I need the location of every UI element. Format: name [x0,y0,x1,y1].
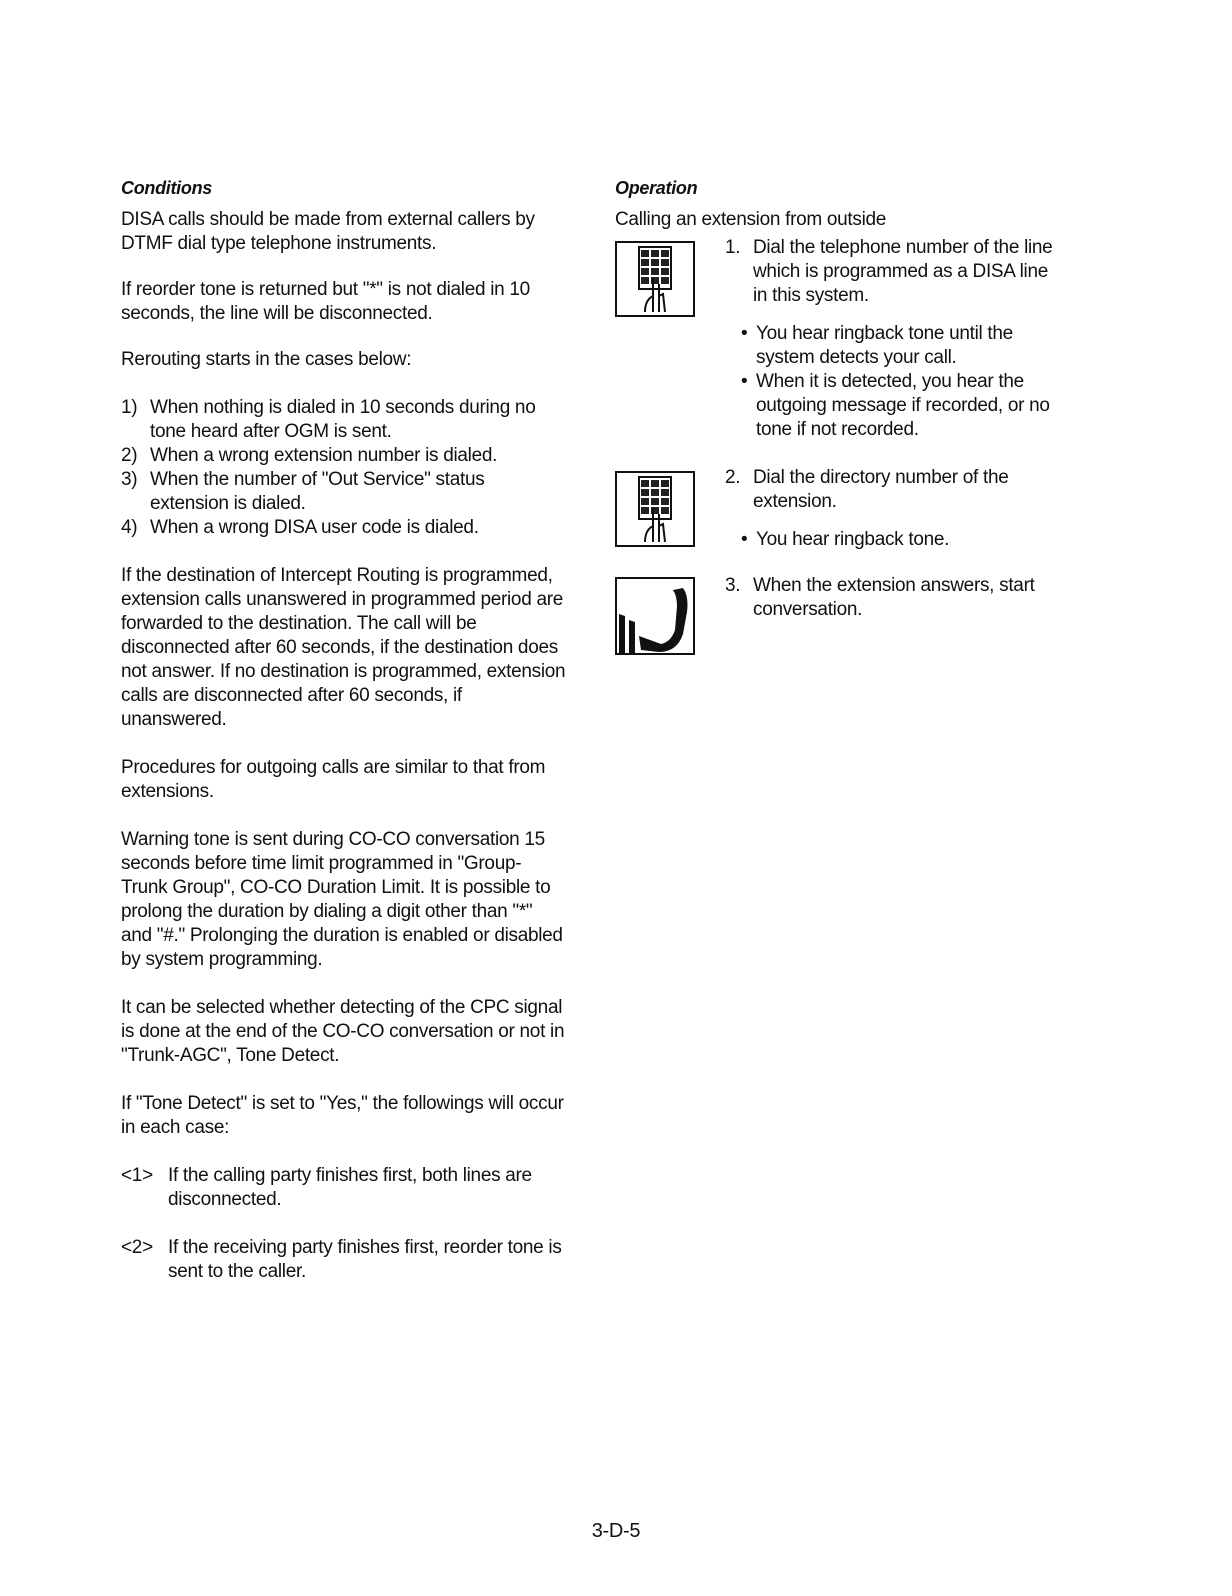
rerouting-list [121,396,566,540]
paragraph-tone-detect: If "Tone Detect" is set to "Yes," the followings will occur in each case: [121,1093,564,1138]
step-text: When the extension answers, start conversation. [753,575,1035,620]
step-2 [615,466,1055,552]
list-item-number: 3) [121,469,138,490]
page-number: 3-D-5 [591,1520,641,1542]
list-item [121,516,566,540]
paragraph-intercept-routing: If the destination of Intercept Routing is programmed, extension calls unanswered in programmed period are forwarded to the destination. The call will be disconnected after 60 seconds, if the destination does not answer. If no destination is programmed, extension calls are disconnected after 60 seconds, if unanswered. [121,565,566,730]
list-item-number: 2) [121,445,138,466]
step-number: 3. [725,575,741,596]
step-text: Dial the telephone number of the line which is programmed as a DISA line in this system. [753,237,1053,306]
keypad-icon [615,238,695,318]
list-item-text: When nothing is dialed in 10 seconds during no tone heard after OGM is sent. [150,397,536,442]
operation-column [615,176,1055,656]
note-item: • You hear ringback tone until the system detects your call. [741,322,1055,370]
paragraph-dtmf: DISA calls should be made from external callers by DTMF dial type telephone instruments. [121,209,535,254]
list-item [121,444,566,468]
step-number: 1. [725,237,741,258]
conditions-heading: Conditions [121,178,212,198]
list-item-text: When a wrong extension number is dialed. [150,445,498,466]
conditions-column [121,176,566,1284]
paragraph-warning-tone: Warning tone is sent during CO-CO conversation 15 seconds before time limit programmed in "Group-Trunk Group", CO-CO Duration Limit. It is possible to prolong the duration by dialing a digit other than "*" and "#." Prolonging the duration is enabled or disabled by system programming. [121,829,563,970]
operation-heading: Operation [615,178,698,198]
step-number: 2. [725,467,741,488]
step-3 [615,574,1055,656]
step-notes [741,528,1055,552]
note-text: You hear ringback tone. [756,529,950,550]
case-item [121,1164,566,1212]
note-item: • When it is detected, you hear the outgoing message if recorded, or no tone if not recorded. [741,370,1055,442]
case-text: If the receiving party finishes first, reorder tone is sent to the caller. [168,1237,562,1282]
case-text: If the calling party finishes first, both lines are disconnected. [168,1165,532,1210]
paragraph-outgoing-calls: Procedures for outgoing calls are similar to that from extensions. [121,757,546,802]
keypad-icon [615,468,695,548]
paragraph-rerouting-intro: Rerouting starts in the cases below: [121,349,412,370]
list-item [121,468,566,516]
list-item-text: When the number of "Out Service" status extension is dialed. [150,469,485,514]
list-item-text: When a wrong DISA user code is dialed. [150,517,479,538]
case-number: <2> [121,1237,153,1258]
note-text: You hear ringback tone until the system detects your call. [756,323,1013,368]
case-number: <1> [121,1165,153,1186]
paragraph-cpc-signal: It can be selected whether detecting of the CPC signal is done at the end of the CO-CO conversation or not in "Trunk-AGC", Tone Detect. [121,997,565,1066]
note-item: • You hear ringback tone. [741,529,950,550]
case-item [121,1236,566,1284]
step-1 [615,236,1055,442]
note-text: When it is detected, you hear the outgoing message if recorded, or no tone if not recorded. [756,371,1050,440]
paragraph-reorder-tone: If reorder tone is returned but "*" is not dialed in 10 seconds, the line will be disconnected. [121,279,530,324]
operation-subheading: Calling an extension from outside [615,209,887,230]
step-text: Dial the directory number of the extension. [753,467,1009,512]
list-item-number: 4) [121,517,138,538]
step-notes [741,322,1055,442]
list-item [121,396,566,444]
handset-icon [615,576,695,656]
list-item-number: 1) [121,397,138,418]
